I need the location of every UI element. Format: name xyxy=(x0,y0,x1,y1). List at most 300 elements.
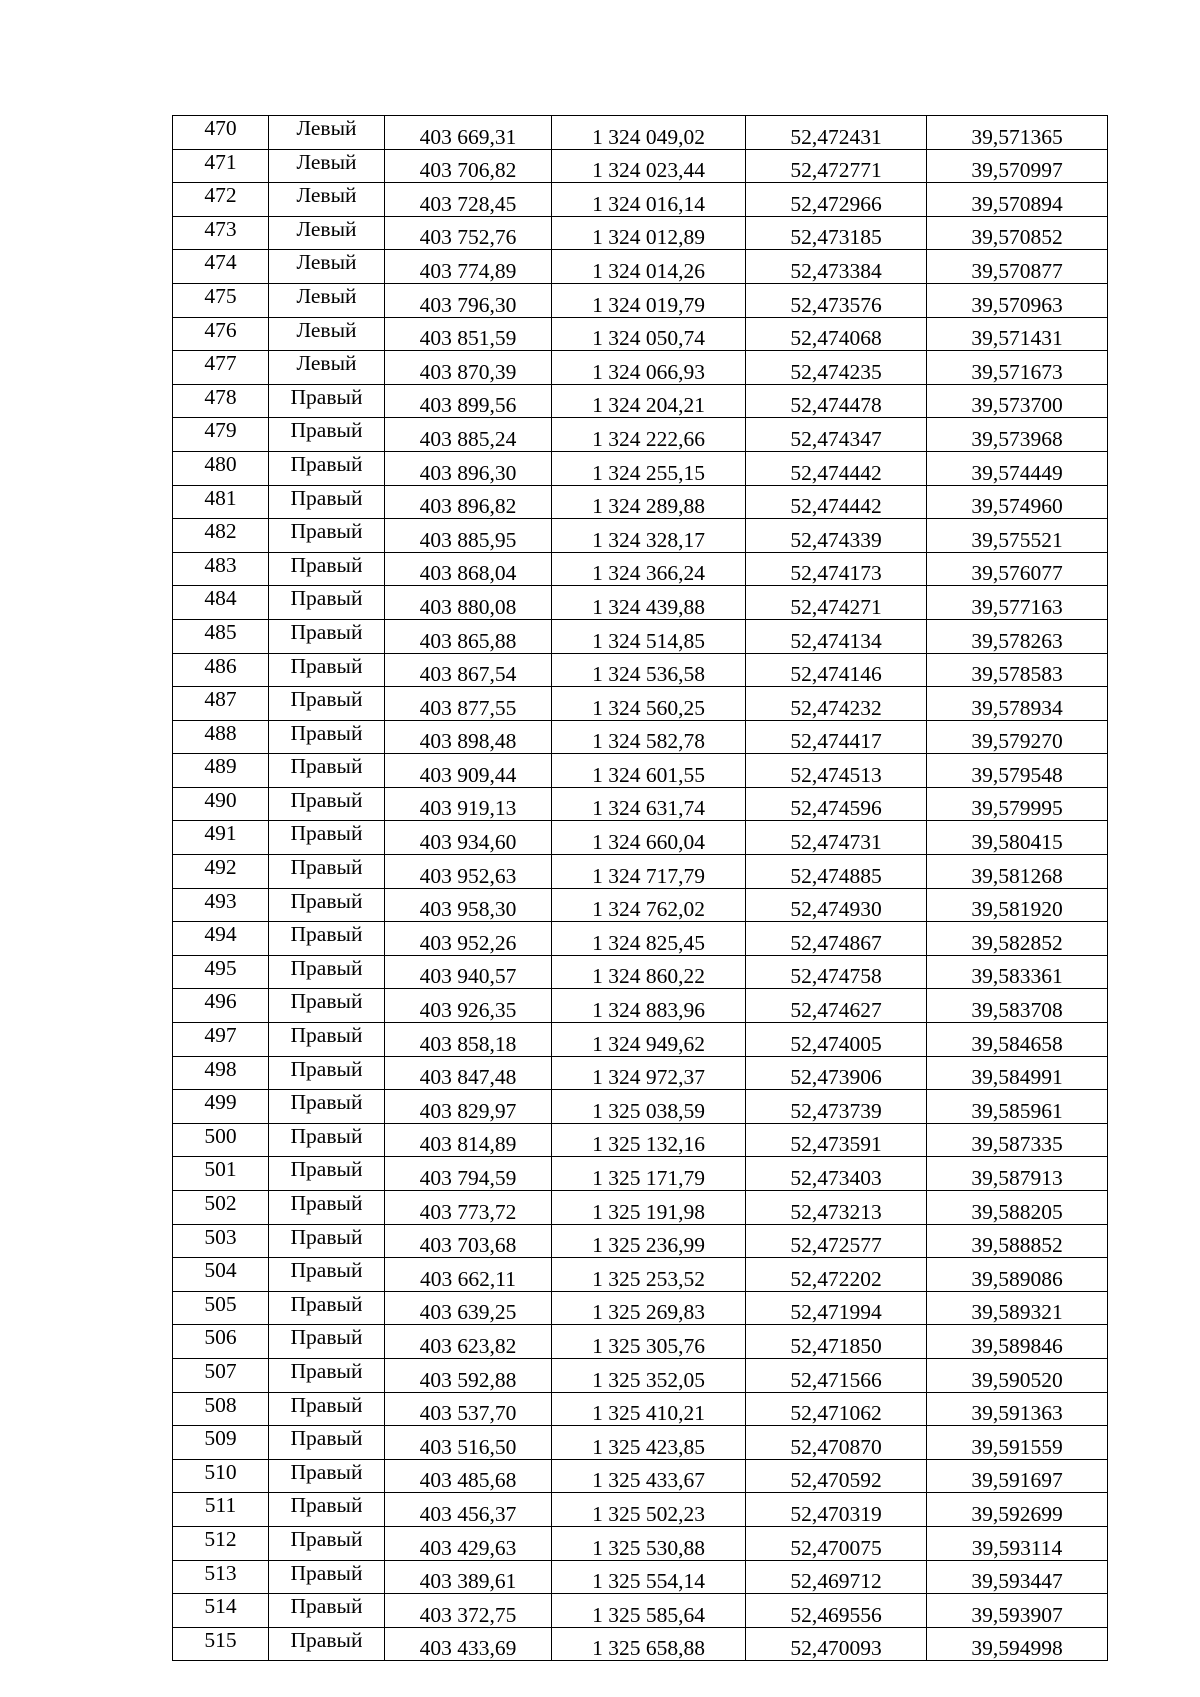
side-label-cell: Правый xyxy=(269,418,385,452)
longitude-cell: 39,579270 xyxy=(927,720,1108,754)
latitude-cell: 52,473906 xyxy=(746,1056,927,1090)
longitude-cell: 39,570877 xyxy=(927,250,1108,284)
side-label-cell: Правый xyxy=(269,754,385,788)
side-label-cell: Правый xyxy=(269,888,385,922)
latitude-cell: 52,474146 xyxy=(746,653,927,687)
longitude-cell: 39,589086 xyxy=(927,1258,1108,1292)
coord-y-cell: 1 324 066,93 xyxy=(552,351,746,385)
coord-x-cell: 403 773,72 xyxy=(385,1191,552,1225)
coord-y-cell: 1 325 352,05 xyxy=(552,1358,746,1392)
side-label-cell: Правый xyxy=(269,552,385,586)
side-label-cell: Правый xyxy=(269,1023,385,1057)
point-number-cell: 504 xyxy=(173,1258,269,1292)
table-row xyxy=(173,1526,1108,1560)
longitude-cell: 39,581920 xyxy=(927,888,1108,922)
point-number-cell: 484 xyxy=(173,586,269,620)
longitude-cell: 39,579548 xyxy=(927,754,1108,788)
latitude-cell: 52,474417 xyxy=(746,720,927,754)
latitude-cell: 52,474758 xyxy=(746,955,927,989)
point-number-cell: 476 xyxy=(173,317,269,351)
coord-y-cell: 1 324 560,25 xyxy=(552,687,746,721)
longitude-cell: 39,584991 xyxy=(927,1056,1108,1090)
table-row xyxy=(173,1493,1108,1527)
coord-y-cell: 1 324 204,21 xyxy=(552,384,746,418)
point-number-cell: 495 xyxy=(173,955,269,989)
coord-x-cell: 403 774,89 xyxy=(385,250,552,284)
latitude-cell: 52,474005 xyxy=(746,1023,927,1057)
coord-y-cell: 1 325 554,14 xyxy=(552,1560,746,1594)
table-row xyxy=(173,552,1108,586)
point-number-cell: 506 xyxy=(173,1325,269,1359)
coord-y-cell: 1 325 253,52 xyxy=(552,1258,746,1292)
latitude-cell: 52,474478 xyxy=(746,384,927,418)
latitude-cell: 52,474930 xyxy=(746,888,927,922)
latitude-cell: 52,470870 xyxy=(746,1426,927,1460)
coord-x-cell: 403 728,45 xyxy=(385,183,552,217)
latitude-cell: 52,470075 xyxy=(746,1526,927,1560)
point-number-cell: 482 xyxy=(173,519,269,553)
longitude-cell: 39,591363 xyxy=(927,1392,1108,1426)
coord-x-cell: 403 885,95 xyxy=(385,519,552,553)
side-label-cell: Правый xyxy=(269,586,385,620)
table-row xyxy=(173,888,1108,922)
latitude-cell: 52,472771 xyxy=(746,149,927,183)
coord-y-cell: 1 324 514,85 xyxy=(552,619,746,653)
coord-y-cell: 1 324 014,26 xyxy=(552,250,746,284)
coord-y-cell: 1 324 050,74 xyxy=(552,317,746,351)
coord-y-cell: 1 324 439,88 xyxy=(552,586,746,620)
coord-x-cell: 403 794,59 xyxy=(385,1157,552,1191)
coord-y-cell: 1 324 762,02 xyxy=(552,888,746,922)
coord-y-cell: 1 325 236,99 xyxy=(552,1224,746,1258)
point-number-cell: 508 xyxy=(173,1392,269,1426)
coord-x-cell: 403 639,25 xyxy=(385,1291,552,1325)
point-number-cell: 513 xyxy=(173,1560,269,1594)
coord-x-cell: 403 868,04 xyxy=(385,552,552,586)
table-row xyxy=(173,1090,1108,1124)
latitude-cell: 52,470319 xyxy=(746,1493,927,1527)
side-label-cell: Левый xyxy=(269,250,385,284)
latitude-cell: 52,474173 xyxy=(746,552,927,586)
longitude-cell: 39,584658 xyxy=(927,1023,1108,1057)
longitude-cell: 39,570894 xyxy=(927,183,1108,217)
coord-x-cell: 403 537,70 xyxy=(385,1392,552,1426)
side-label-cell: Левый xyxy=(269,183,385,217)
latitude-cell: 52,474068 xyxy=(746,317,927,351)
longitude-cell: 39,585961 xyxy=(927,1090,1108,1124)
table-row xyxy=(173,586,1108,620)
point-number-cell: 477 xyxy=(173,351,269,385)
point-number-cell: 501 xyxy=(173,1157,269,1191)
table-row xyxy=(173,1594,1108,1628)
table-row xyxy=(173,451,1108,485)
side-label-cell: Правый xyxy=(269,687,385,721)
table-row xyxy=(173,1023,1108,1057)
side-label-cell: Правый xyxy=(269,1157,385,1191)
longitude-cell: 39,593907 xyxy=(927,1594,1108,1628)
coord-x-cell: 403 877,55 xyxy=(385,687,552,721)
latitude-cell: 52,474596 xyxy=(746,787,927,821)
latitude-cell: 52,469712 xyxy=(746,1560,927,1594)
point-number-cell: 471 xyxy=(173,149,269,183)
coord-y-cell: 1 324 019,79 xyxy=(552,283,746,317)
coord-y-cell: 1 324 883,96 xyxy=(552,989,746,1023)
table-row xyxy=(173,989,1108,1023)
table-row xyxy=(173,922,1108,956)
point-number-cell: 515 xyxy=(173,1627,269,1661)
coord-x-cell: 403 958,30 xyxy=(385,888,552,922)
side-label-cell: Правый xyxy=(269,1493,385,1527)
longitude-cell: 39,578583 xyxy=(927,653,1108,687)
table-row xyxy=(173,1258,1108,1292)
coord-x-cell: 403 814,89 xyxy=(385,1123,552,1157)
coord-y-cell: 1 324 631,74 xyxy=(552,787,746,821)
point-number-cell: 497 xyxy=(173,1023,269,1057)
longitude-cell: 39,589846 xyxy=(927,1325,1108,1359)
longitude-cell: 39,571431 xyxy=(927,317,1108,351)
point-number-cell: 475 xyxy=(173,283,269,317)
table-row xyxy=(173,787,1108,821)
coord-x-cell: 403 940,57 xyxy=(385,955,552,989)
coord-x-cell: 403 706,82 xyxy=(385,149,552,183)
side-label-cell: Правый xyxy=(269,1090,385,1124)
coord-y-cell: 1 325 423,85 xyxy=(552,1426,746,1460)
longitude-cell: 39,581268 xyxy=(927,855,1108,889)
side-label-cell: Правый xyxy=(269,922,385,956)
coord-x-cell: 403 867,54 xyxy=(385,653,552,687)
table-row xyxy=(173,1157,1108,1191)
coordinates-table xyxy=(172,115,1108,1661)
table-row xyxy=(173,1426,1108,1460)
point-number-cell: 512 xyxy=(173,1526,269,1560)
point-number-cell: 489 xyxy=(173,754,269,788)
coord-x-cell: 403 934,60 xyxy=(385,821,552,855)
point-number-cell: 507 xyxy=(173,1358,269,1392)
coord-x-cell: 403 898,48 xyxy=(385,720,552,754)
longitude-cell: 39,587335 xyxy=(927,1123,1108,1157)
coord-x-cell: 403 389,61 xyxy=(385,1560,552,1594)
side-label-cell: Правый xyxy=(269,1191,385,1225)
point-number-cell: 474 xyxy=(173,250,269,284)
latitude-cell: 52,474271 xyxy=(746,586,927,620)
longitude-cell: 39,589321 xyxy=(927,1291,1108,1325)
table-row xyxy=(173,418,1108,452)
side-label-cell: Левый xyxy=(269,216,385,250)
table-row xyxy=(173,1291,1108,1325)
longitude-cell: 39,578263 xyxy=(927,619,1108,653)
longitude-cell: 39,583361 xyxy=(927,955,1108,989)
side-label-cell: Правый xyxy=(269,1258,385,1292)
coord-x-cell: 403 952,63 xyxy=(385,855,552,889)
point-number-cell: 493 xyxy=(173,888,269,922)
longitude-cell: 39,577163 xyxy=(927,586,1108,620)
coord-y-cell: 1 325 191,98 xyxy=(552,1191,746,1225)
longitude-cell: 39,594998 xyxy=(927,1627,1108,1661)
longitude-cell: 39,574449 xyxy=(927,451,1108,485)
coord-x-cell: 403 662,11 xyxy=(385,1258,552,1292)
latitude-cell: 52,474339 xyxy=(746,519,927,553)
table-row xyxy=(173,754,1108,788)
side-label-cell: Правый xyxy=(269,451,385,485)
coord-y-cell: 1 324 717,79 xyxy=(552,855,746,889)
latitude-cell: 52,473591 xyxy=(746,1123,927,1157)
latitude-cell: 52,471062 xyxy=(746,1392,927,1426)
table-row xyxy=(173,1627,1108,1661)
coord-x-cell: 403 880,08 xyxy=(385,586,552,620)
longitude-cell: 39,591559 xyxy=(927,1426,1108,1460)
latitude-cell: 52,472966 xyxy=(746,183,927,217)
table-row xyxy=(173,687,1108,721)
side-label-cell: Правый xyxy=(269,653,385,687)
side-label-cell: Правый xyxy=(269,1426,385,1460)
latitude-cell: 52,474442 xyxy=(746,451,927,485)
point-number-cell: 487 xyxy=(173,687,269,721)
point-number-cell: 478 xyxy=(173,384,269,418)
latitude-cell: 52,474134 xyxy=(746,619,927,653)
point-number-cell: 481 xyxy=(173,485,269,519)
longitude-cell: 39,578934 xyxy=(927,687,1108,721)
side-label-cell: Правый xyxy=(269,955,385,989)
table-row xyxy=(173,619,1108,653)
point-number-cell: 499 xyxy=(173,1090,269,1124)
longitude-cell: 39,575521 xyxy=(927,519,1108,553)
point-number-cell: 470 xyxy=(173,116,269,150)
coord-y-cell: 1 324 328,17 xyxy=(552,519,746,553)
latitude-cell: 52,473185 xyxy=(746,216,927,250)
coord-x-cell: 403 858,18 xyxy=(385,1023,552,1057)
coord-y-cell: 1 324 972,37 xyxy=(552,1056,746,1090)
point-number-cell: 511 xyxy=(173,1493,269,1527)
side-label-cell: Правый xyxy=(269,989,385,1023)
latitude-cell: 52,474442 xyxy=(746,485,927,519)
table-row xyxy=(173,1459,1108,1493)
coord-y-cell: 1 324 536,58 xyxy=(552,653,746,687)
table-row xyxy=(173,1325,1108,1359)
side-label-cell: Правый xyxy=(269,821,385,855)
point-number-cell: 514 xyxy=(173,1594,269,1628)
side-label-cell: Правый xyxy=(269,720,385,754)
coord-x-cell: 403 623,82 xyxy=(385,1325,552,1359)
side-label-cell: Правый xyxy=(269,1560,385,1594)
table-row xyxy=(173,384,1108,418)
table-row xyxy=(173,1224,1108,1258)
table-row xyxy=(173,519,1108,553)
latitude-cell: 52,474867 xyxy=(746,922,927,956)
latitude-cell: 52,471566 xyxy=(746,1358,927,1392)
longitude-cell: 39,573968 xyxy=(927,418,1108,452)
side-label-cell: Правый xyxy=(269,1291,385,1325)
coord-x-cell: 403 429,63 xyxy=(385,1526,552,1560)
latitude-cell: 52,470093 xyxy=(746,1627,927,1661)
side-label-cell: Правый xyxy=(269,1123,385,1157)
latitude-cell: 52,473403 xyxy=(746,1157,927,1191)
side-label-cell: Правый xyxy=(269,855,385,889)
longitude-cell: 39,570852 xyxy=(927,216,1108,250)
side-label-cell: Левый xyxy=(269,351,385,385)
latitude-cell: 52,472202 xyxy=(746,1258,927,1292)
coord-y-cell: 1 325 433,67 xyxy=(552,1459,746,1493)
coord-y-cell: 1 324 601,55 xyxy=(552,754,746,788)
point-number-cell: 472 xyxy=(173,183,269,217)
point-number-cell: 503 xyxy=(173,1224,269,1258)
latitude-cell: 52,471850 xyxy=(746,1325,927,1359)
coord-y-cell: 1 325 585,64 xyxy=(552,1594,746,1628)
coord-x-cell: 403 516,50 xyxy=(385,1426,552,1460)
coord-y-cell: 1 324 023,44 xyxy=(552,149,746,183)
latitude-cell: 52,471994 xyxy=(746,1291,927,1325)
table-row xyxy=(173,216,1108,250)
latitude-cell: 52,470592 xyxy=(746,1459,927,1493)
table-row xyxy=(173,183,1108,217)
coord-y-cell: 1 324 012,89 xyxy=(552,216,746,250)
table-row xyxy=(173,1056,1108,1090)
coord-y-cell: 1 325 410,21 xyxy=(552,1392,746,1426)
coord-x-cell: 403 796,30 xyxy=(385,283,552,317)
coord-y-cell: 1 324 289,88 xyxy=(552,485,746,519)
coord-x-cell: 403 592,88 xyxy=(385,1358,552,1392)
coord-x-cell: 403 909,44 xyxy=(385,754,552,788)
point-number-cell: 480 xyxy=(173,451,269,485)
longitude-cell: 39,574960 xyxy=(927,485,1108,519)
latitude-cell: 52,469556 xyxy=(746,1594,927,1628)
side-label-cell: Правый xyxy=(269,519,385,553)
point-number-cell: 486 xyxy=(173,653,269,687)
table-row xyxy=(173,485,1108,519)
point-number-cell: 505 xyxy=(173,1291,269,1325)
side-label-cell: Правый xyxy=(269,1358,385,1392)
coord-x-cell: 403 926,35 xyxy=(385,989,552,1023)
point-number-cell: 473 xyxy=(173,216,269,250)
longitude-cell: 39,570963 xyxy=(927,283,1108,317)
longitude-cell: 39,571673 xyxy=(927,351,1108,385)
coord-y-cell: 1 324 049,02 xyxy=(552,116,746,150)
coord-x-cell: 403 456,37 xyxy=(385,1493,552,1527)
latitude-cell: 52,473213 xyxy=(746,1191,927,1225)
coord-y-cell: 1 324 949,62 xyxy=(552,1023,746,1057)
point-number-cell: 494 xyxy=(173,922,269,956)
point-number-cell: 498 xyxy=(173,1056,269,1090)
coord-x-cell: 403 870,39 xyxy=(385,351,552,385)
longitude-cell: 39,588852 xyxy=(927,1224,1108,1258)
point-number-cell: 488 xyxy=(173,720,269,754)
side-label-cell: Правый xyxy=(269,1056,385,1090)
coord-y-cell: 1 324 016,14 xyxy=(552,183,746,217)
side-label-cell: Правый xyxy=(269,384,385,418)
coordinates-table-body xyxy=(173,116,1108,1661)
coord-y-cell: 1 325 171,79 xyxy=(552,1157,746,1191)
coord-y-cell: 1 325 269,83 xyxy=(552,1291,746,1325)
side-label-cell: Левый xyxy=(269,283,385,317)
longitude-cell: 39,593447 xyxy=(927,1560,1108,1594)
latitude-cell: 52,472577 xyxy=(746,1224,927,1258)
side-label-cell: Левый xyxy=(269,149,385,183)
latitude-cell: 52,472431 xyxy=(746,116,927,150)
table-row xyxy=(173,955,1108,989)
coord-x-cell: 403 865,88 xyxy=(385,619,552,653)
coord-x-cell: 403 899,56 xyxy=(385,384,552,418)
latitude-cell: 52,474513 xyxy=(746,754,927,788)
point-number-cell: 485 xyxy=(173,619,269,653)
coord-x-cell: 403 896,30 xyxy=(385,451,552,485)
table-row xyxy=(173,1392,1108,1426)
coord-x-cell: 403 896,82 xyxy=(385,485,552,519)
side-label-cell: Правый xyxy=(269,1594,385,1628)
longitude-cell: 39,582852 xyxy=(927,922,1108,956)
point-number-cell: 479 xyxy=(173,418,269,452)
table-row xyxy=(173,317,1108,351)
coord-x-cell: 403 485,68 xyxy=(385,1459,552,1493)
point-number-cell: 510 xyxy=(173,1459,269,1493)
table-row xyxy=(173,149,1108,183)
coord-x-cell: 403 851,59 xyxy=(385,317,552,351)
longitude-cell: 39,587913 xyxy=(927,1157,1108,1191)
longitude-cell: 39,593114 xyxy=(927,1526,1108,1560)
side-label-cell: Левый xyxy=(269,317,385,351)
coord-x-cell: 403 669,31 xyxy=(385,116,552,150)
side-label-cell: Правый xyxy=(269,1224,385,1258)
longitude-cell: 39,591697 xyxy=(927,1459,1108,1493)
table-row xyxy=(173,116,1108,150)
coord-y-cell: 1 324 255,15 xyxy=(552,451,746,485)
longitude-cell: 39,570997 xyxy=(927,149,1108,183)
coord-x-cell: 403 919,13 xyxy=(385,787,552,821)
coord-y-cell: 1 325 530,88 xyxy=(552,1526,746,1560)
coord-y-cell: 1 324 660,04 xyxy=(552,821,746,855)
latitude-cell: 52,474235 xyxy=(746,351,927,385)
table-row xyxy=(173,283,1108,317)
latitude-cell: 52,473576 xyxy=(746,283,927,317)
coord-y-cell: 1 325 658,88 xyxy=(552,1627,746,1661)
point-number-cell: 509 xyxy=(173,1426,269,1460)
table-row xyxy=(173,250,1108,284)
point-number-cell: 492 xyxy=(173,855,269,889)
latitude-cell: 52,474232 xyxy=(746,687,927,721)
side-label-cell: Правый xyxy=(269,787,385,821)
table-row xyxy=(173,821,1108,855)
longitude-cell: 39,588205 xyxy=(927,1191,1108,1225)
latitude-cell: 52,473739 xyxy=(746,1090,927,1124)
longitude-cell: 39,576077 xyxy=(927,552,1108,586)
coord-y-cell: 1 325 038,59 xyxy=(552,1090,746,1124)
table-row xyxy=(173,855,1108,889)
coord-x-cell: 403 433,69 xyxy=(385,1627,552,1661)
table-row xyxy=(173,1560,1108,1594)
latitude-cell: 52,474885 xyxy=(746,855,927,889)
longitude-cell: 39,573700 xyxy=(927,384,1108,418)
table-row xyxy=(173,653,1108,687)
coord-y-cell: 1 324 860,22 xyxy=(552,955,746,989)
point-number-cell: 500 xyxy=(173,1123,269,1157)
latitude-cell: 52,474731 xyxy=(746,821,927,855)
side-label-cell: Правый xyxy=(269,1392,385,1426)
point-number-cell: 496 xyxy=(173,989,269,1023)
coord-x-cell: 403 703,68 xyxy=(385,1224,552,1258)
coord-y-cell: 1 324 582,78 xyxy=(552,720,746,754)
coord-y-cell: 1 324 222,66 xyxy=(552,418,746,452)
coord-x-cell: 403 847,48 xyxy=(385,1056,552,1090)
coord-y-cell: 1 324 825,45 xyxy=(552,922,746,956)
coord-x-cell: 403 372,75 xyxy=(385,1594,552,1628)
point-number-cell: 490 xyxy=(173,787,269,821)
side-label-cell: Правый xyxy=(269,1325,385,1359)
coord-y-cell: 1 325 502,23 xyxy=(552,1493,746,1527)
table-row xyxy=(173,1123,1108,1157)
longitude-cell: 39,592699 xyxy=(927,1493,1108,1527)
longitude-cell: 39,579995 xyxy=(927,787,1108,821)
table-row xyxy=(173,720,1108,754)
point-number-cell: 502 xyxy=(173,1191,269,1225)
table-row xyxy=(173,351,1108,385)
